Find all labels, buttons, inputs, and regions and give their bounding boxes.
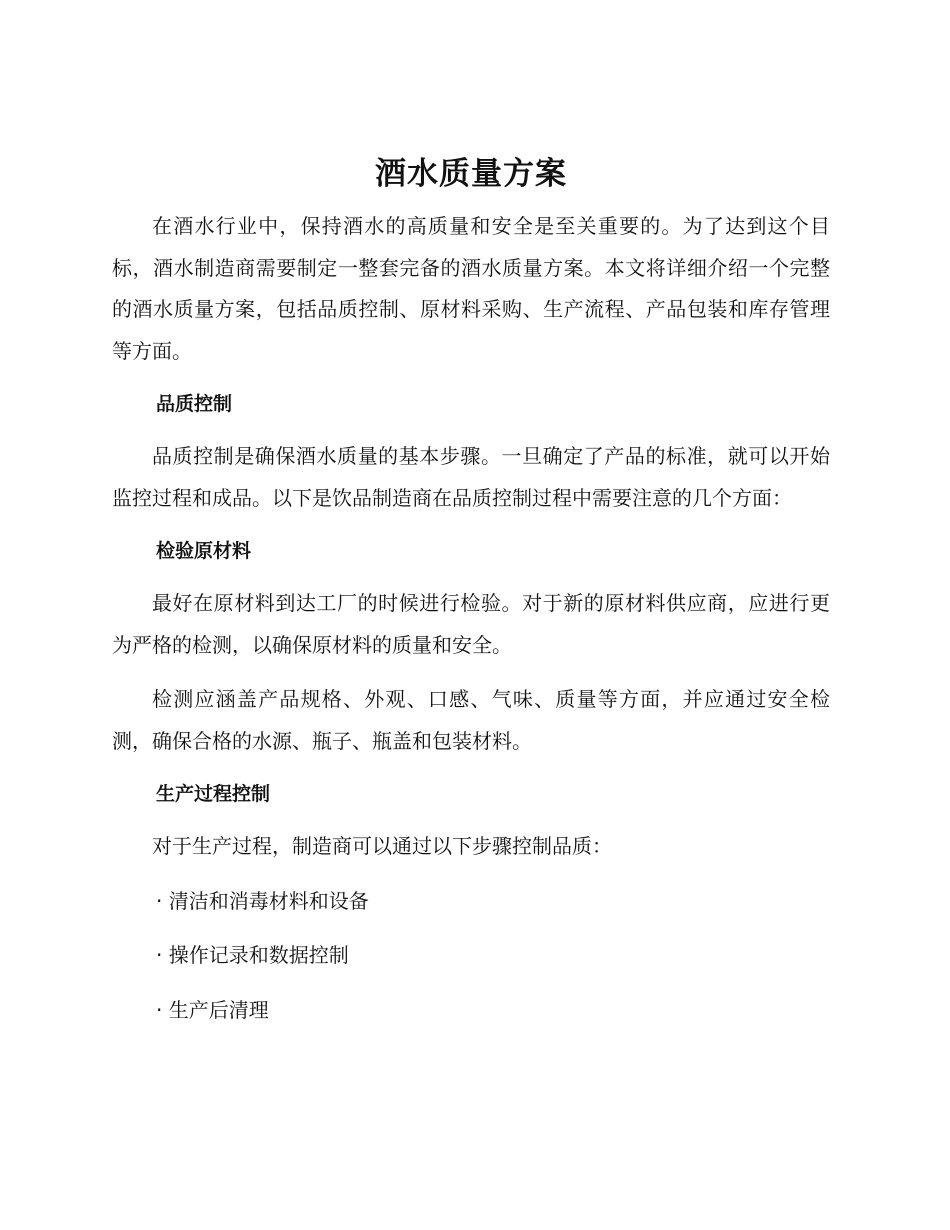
section-heading-production-control: 生产过程控制 [156,783,271,805]
production-paragraph: 对于生产过程，制造商可以通过以下步骤控制品质： [152,834,612,858]
intro-paragraph: 在酒水行业中，保持酒水的高质量和安全是至关重要的。为了达到这个目标，酒水制造商需要制定一整套完备的酒水质量方案。本文将详细介绍一个完整的酒水质量方案，包括品质控制、原材料采购、生产流程、产品包装和库存管理等方面。 [112,214,830,363]
paragraph-spacer [112,666,830,679]
section-heading-raw-material-inspection: 检验原材料 [156,540,252,562]
quality-control-paragraph: 品质控制是确保酒水质量的基本步骤。一旦确定了产品的标准，就可以开始监控过程和成品。以下是饮品制造商在品质控制过程中需要注意的几个方面： [112,444,830,510]
list-spacer [112,922,830,935]
section-heading-quality-control: 品质控制 [156,393,233,415]
list-item: · 生产后清理 [156,997,269,1022]
inspection-paragraph-1: 最好在原材料到达工厂的时候进行检验。对于新的原材料供应商，应进行更为严格的检测，以确保原材料的质量和安全。 [112,591,830,657]
document-title: 酒水质量方案 [375,156,567,192]
list-item: · 操作记录和数据控制 [156,943,349,967]
paragraph-spacer [112,868,830,881]
list-spacer [112,977,830,990]
inspection-paragraph-2: 检测应涵盖产品规格、外观、口感、气味、质量等方面，并应通过安全检测，确保合格的水源、瓶子、瓶盖和包装材料。 [112,687,830,753]
list-item: · 清洁和消毒材料和设备 [156,888,369,913]
